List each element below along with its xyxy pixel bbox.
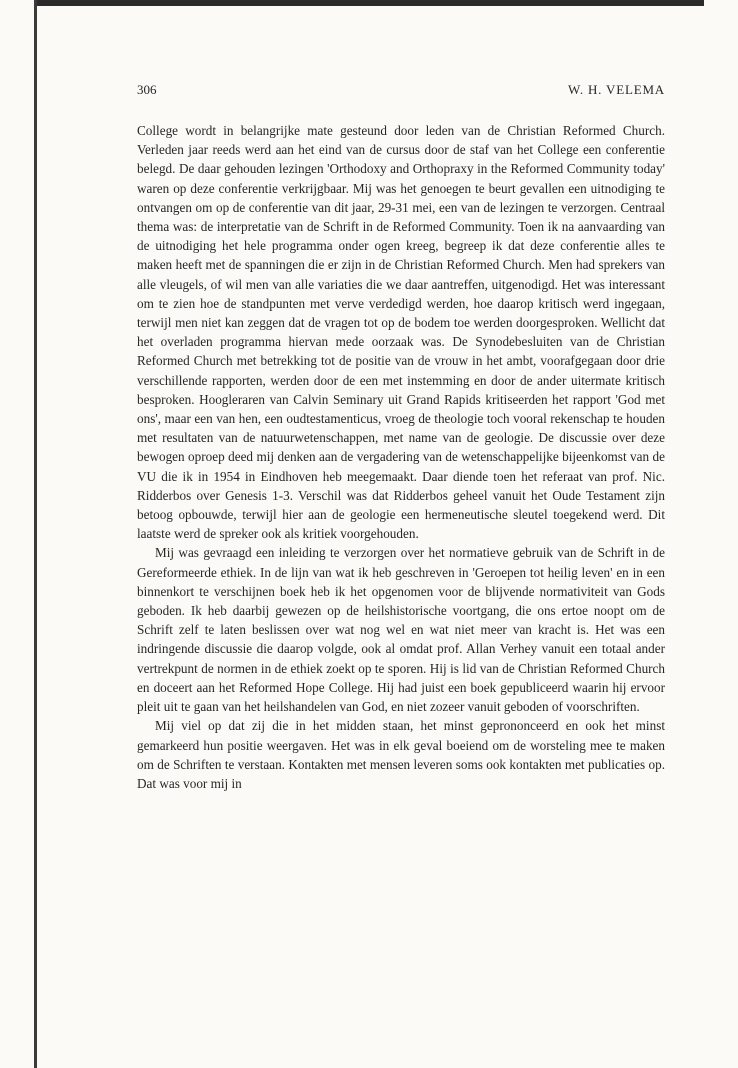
scan-left-edge [34,0,37,1068]
body-text [137,121,665,793]
paragraph-2: Mij was gevraagd een inleiding te verzorgen over het normatieve gebruik van de Schrift in de Gereformeerde ethiek. In de lijn van wat ik heb geschreven in 'Geroepen tot heilig leven' en in een binnenkort te verschijnen boek heb ik het opgenomen voor de blijvende normativiteit van Gods geboden. Ik heb daarbij gewezen op de heilshistorische voortgang, die ons ertoe noopt om de Schrift zelf te laten beslissen over wat nog wel en wat niet meer van kracht is. Het was een indringende discussie die daarop volgde, ook al omdat prof. Allan Verhey vanuit een totaal ander vertrekpunt de normen in de ethiek zoekt op te sporen. Hij is lid van de Christian Reformed Church en doceert aan het Reformed Hope College. Hij had juist een boek gepubliceerd waarin hij ervoor pleit uit te gaan van het heilshandelen van God, en niet zozeer vanuit geboden of voorschriften. [137,545,665,715]
paragraph-3: Mij viel op dat zij die in het midden staan, het minst geprononceerd en ook het minst gemarkeerd hun positie weergaven. Het was in elk geval boeiend om de worsteling mee te maken om de Schriften te verstaan. Kontakten met mensen leveren soms ook kontakten met publicaties op. Dat was voor mij in [137,718,665,791]
running-head-author: W. H. VELEMA [568,82,665,97]
scan-top-edge [34,0,704,6]
paragraph-1: College wordt in belangrijke mate gesteund door leden van de Christian Reformed Church. Verleden jaar reeds werd aan het eind van de cursus door de staf van het College een conferentie belegd. De daar gehouden lezingen 'Orthodoxy and Orthopraxy in the Reformed Community today' waren op deze conferentie verkrijgbaar. Mij was het genoegen te beurt gevallen een uitnodiging te ontvangen om op de conferentie van dit jaar, 29-31 mei, een van de lezingen te verzorgen. Centraal thema was: de interpretatie van de Schrift in de Reformed Community. Toen ik na aanvaarding van de uitnodiging het hele programma onder ogen kreeg, begreep ik dat deze conferentie alles te maken heeft met de spanningen die er zijn in de Christian Reformed Church. Men had sprekers van alle vleugels, of wil men van alle variaties die we daar aantreffen, uitgenodigd. Het was interessant om te zien hoe de standpunten met verve verdedigd werden, hoe daarop kritisch werd ingegaan, terwijl men niet kan zeggen dat de vragen tot op de bodem toe werden doorgesproken. Wellicht dat het overladen programma hiervan mede oorzaak was. De Synodebesluiten van de Christian Reformed Church met betrekking tot de positie van de vrouw in het ambt, voorafgegaan door drie verschillende rapporten, werden door de een met instemming en door de ander uitermate kritisch besproken. Hoogleraren van Calvin Seminary uit Grand Rapids kritiseerden het rapport 'God met ons', maar een van hen, een oudtestamenticus, vroeg de theologie toch vooral rekenschap te houden met resultaten van de natuurwetenschappen, met name van de geologie. De discussie over deze bewogen oproep deed mij denken aan de vergadering van de wetenschappelijke bijeenkomst van de VU die ik in 1954 in Eindhoven heb meegemaakt. Daar diende toen het referaat van prof. Nic. Ridderbos over Genesis 1-3. Verschil was dat Ridderbos geheel vanuit het Oude Testament zijn betoog opbouwde, terwijl hier aan de geologie een hermeneutische sleutel toegekend werd. Dit laatste werd de spreker ook als kritiek voorgehouden. [137,123,665,542]
page-header [137,82,665,100]
page-number: 306 [137,82,157,97]
